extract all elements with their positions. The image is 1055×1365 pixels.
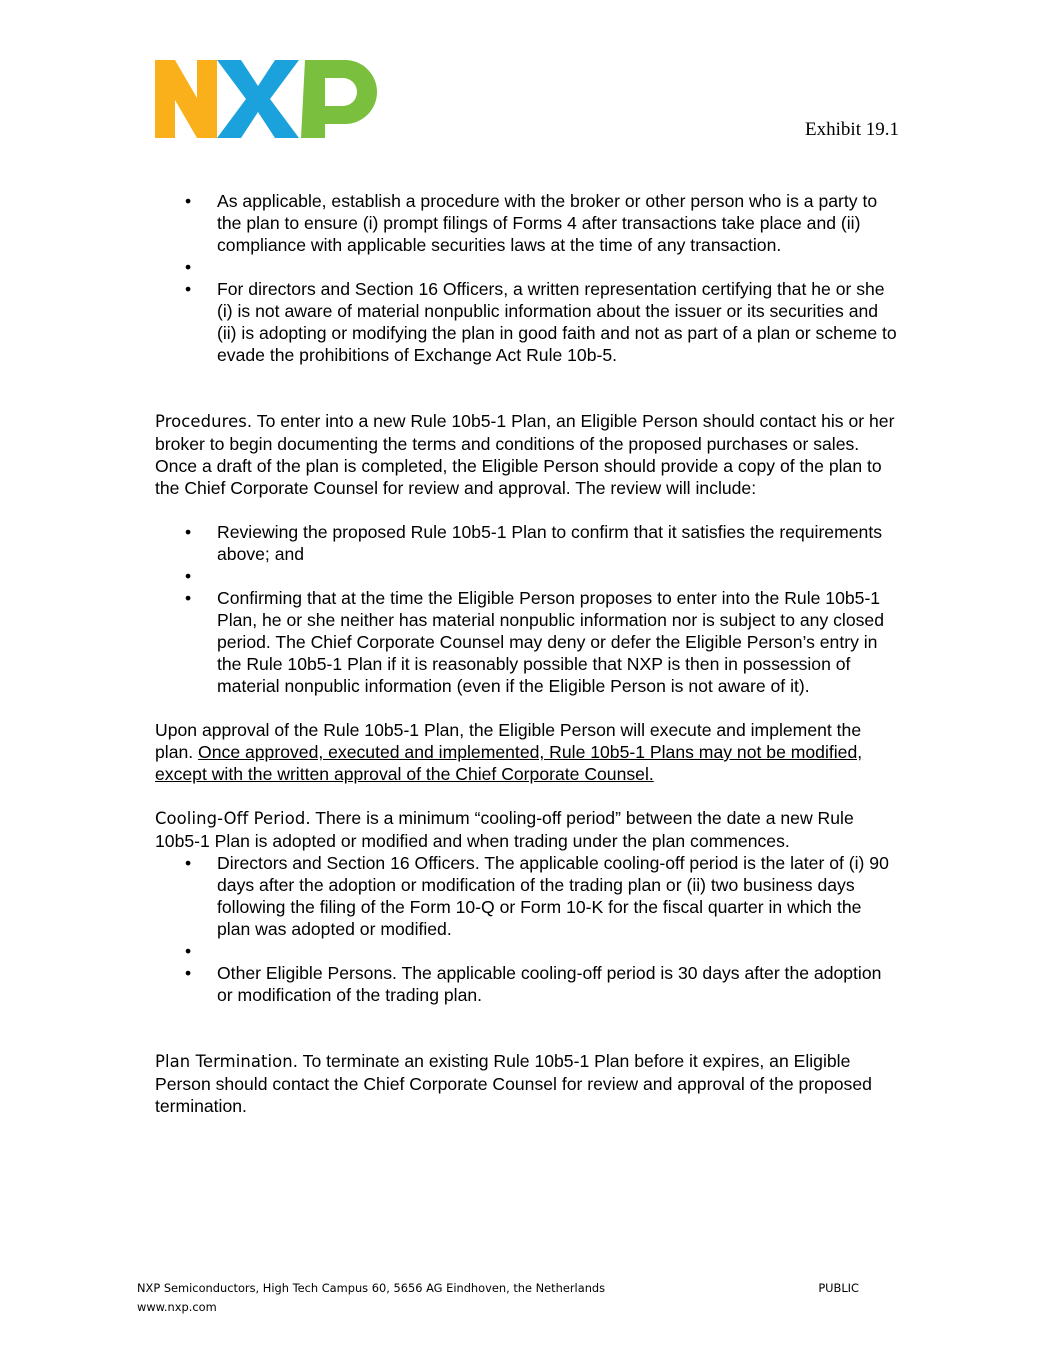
procedures-text: To enter into a new Rule 10b5-1 Plan, an Eligible Person should contact his or her broker to begin documenting the terms and conditions of the proposed purchases or sales. Once a draft of the plan is completed, the Eligible Person should provide a copy of the plan to the Chief Corporate Counsel for review and approval. The review will include: (155, 411, 895, 498)
requirements-list (155, 190, 897, 366)
cooling-off-paragraph (155, 807, 897, 852)
spacer (155, 1006, 897, 1050)
exhibit-number: Exhibit 19.1 (805, 119, 899, 140)
list-item: • Directors and Section 16 Officers. The applicable cooling-off period is the later of (i) 90 days after the adoption or modification of the trading plan or (ii) two business days following the filing of the Form 10-Q or Form 10-K for the fiscal quarter in which the plan was adopted or modified. (155, 852, 897, 940)
cooling-off-heading: Cooling-Off Period. (155, 809, 311, 828)
list-item: • Confirming that at the time the Eligible Person proposes to enter into the Rule 10b5-1 Plan, he or she neither has material nonpublic information nor is subject to any closed period. The Chief Corporate Counsel may deny or defer the Eligible Person’s entry in the Rule 10b5-1 Plan if it is reasonably possible that NXP is then in possession of material nonpublic information (even if the Eligible Person is not aware of it). (155, 587, 897, 697)
termination-text: To terminate an existing Rule 10b5-1 Plan before it expires, an Eligible Person should contact the Chief Corporate Counsel for review and approval of the proposed termination. (155, 1051, 872, 1116)
list-item: • As applicable, establish a procedure with the broker or other person who is a party to the plan to ensure (i) prompt filings of Forms 4 after transactions take place and (ii) compliance with applicable securities laws at the time of any transaction. (155, 190, 897, 256)
footer-website: www.nxp.com (137, 1300, 217, 1314)
spacer (155, 499, 897, 521)
footer-classification: PUBLIC (818, 1281, 859, 1295)
spacer (155, 785, 897, 807)
list-spacer (155, 565, 897, 587)
termination-heading: Plan Termination. (155, 1052, 299, 1071)
procedures-paragraph (155, 410, 897, 499)
approval-underlined-text: Once approved, executed and implemented, Rule 10b5-1 Plans may not be modified, except with the written approval of the Chief Corporate Counsel. (155, 742, 863, 784)
approval-text: Upon approval of the Rule 10b5-1 Plan, the Eligible Person will execute and implement the plan. (155, 720, 862, 762)
spacer (155, 366, 897, 410)
list-item: • Other Eligible Persons. The applicable cooling-off period is 30 days after the adoption or modification of the trading plan. (155, 962, 897, 1006)
spacer (155, 697, 897, 719)
cooling-off-text: There is a minimum “cooling-off period” between the date a new Rule 10b5-1 Plan is adopted or modified and when trading under the plan commences. (155, 808, 854, 851)
footer-address: NXP Semiconductors, High Tech Campus 60, 5656 AG Eindhoven, the Netherlands (137, 1281, 606, 1295)
review-list (155, 521, 897, 697)
nxp-logo (155, 60, 377, 138)
cooling-off-list (155, 852, 897, 1006)
approval-paragraph (155, 719, 897, 785)
page-footer (137, 1279, 859, 1317)
document-body (155, 190, 897, 1117)
list-item: • For directors and Section 16 Officers, a written representation certifying that he or she (i) is not aware of material nonpublic information about the issuer or its securities and (ii) is adopting or modifying the plan in good faith and not as part of a plan or scheme to evade the prohibitions of Exchange Act Rule 10b-5. (155, 278, 897, 366)
list-spacer (155, 256, 897, 278)
list-spacer (155, 940, 897, 962)
termination-paragraph (155, 1050, 897, 1117)
list-item: • Reviewing the proposed Rule 10b5-1 Plan to confirm that it satisfies the requirements above; and (155, 521, 897, 565)
procedures-heading: Procedures. (155, 412, 253, 431)
